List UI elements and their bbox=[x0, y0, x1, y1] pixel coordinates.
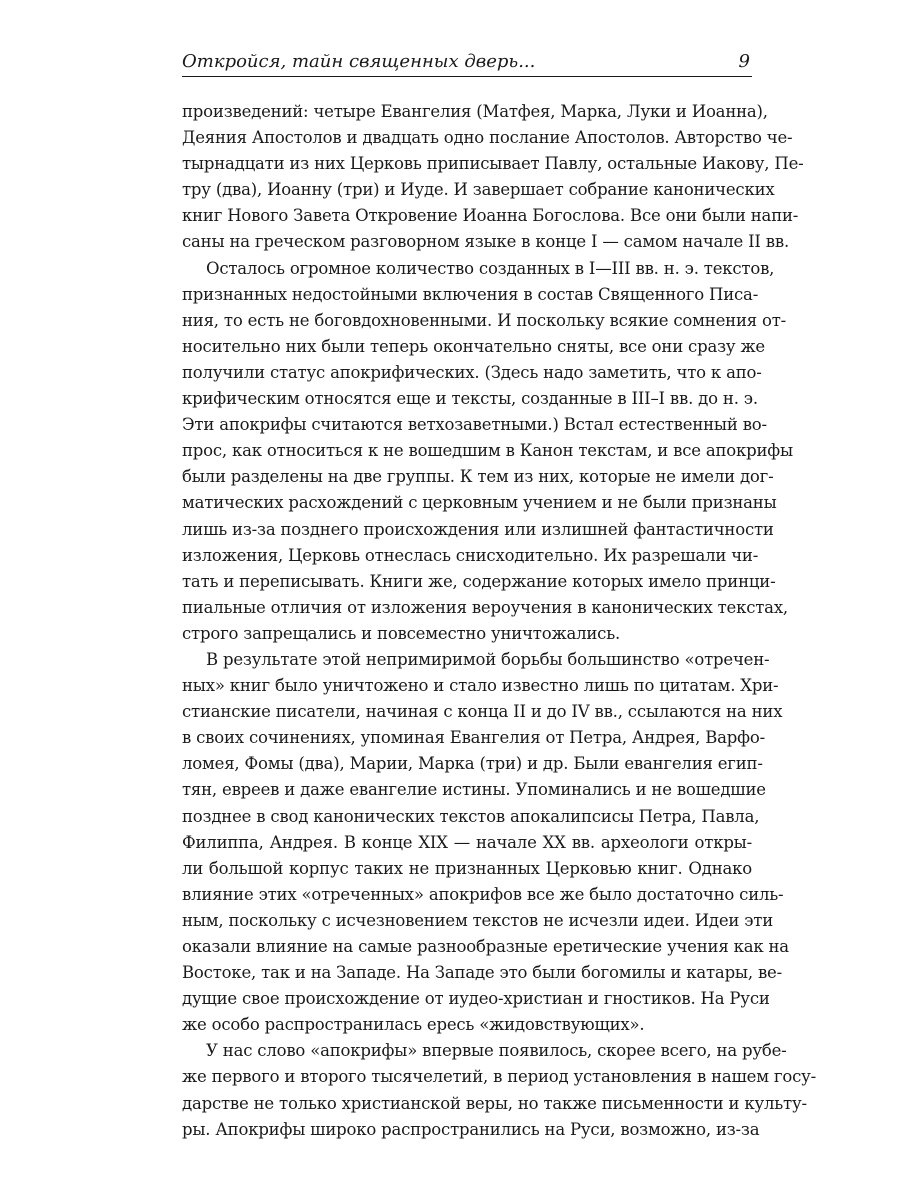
text-line: ным, поскольку с исчезновением текстов не исчезли идеи. Идеи эти bbox=[182, 910, 774, 930]
text-line: получили статус апокрифических. (Здесь надо заметить, что к апо- bbox=[182, 362, 762, 382]
text-line: прос, как относиться к не вошедшим в Канон текстам, и все апокрифы bbox=[182, 441, 793, 461]
text-line: были разделены на две группы. К тем из них, которые не имели дог- bbox=[182, 467, 774, 487]
text-line: ли большой корпус таких не признанных Церковью книг. Однако bbox=[182, 858, 752, 878]
text-line: влияние этих «отреченных» апокрифов все же было достаточно силь- bbox=[182, 884, 784, 904]
text-line: ных» книг было уничтожено и стало известно лишь по цитатам. Хри- bbox=[182, 676, 779, 696]
text-line: строго запрещались и повсеместно уничтожались. bbox=[182, 623, 621, 643]
paragraph bbox=[182, 256, 793, 647]
text-line: У нас слово «апокрифы» впервые появилось, скорее всего, на рубе- bbox=[206, 1041, 787, 1061]
text-line: ния, то есть не боговдохновенными. И поскольку всякие сомнения от- bbox=[182, 310, 787, 330]
page-number: 9 bbox=[738, 51, 750, 72]
body-text bbox=[182, 99, 816, 1143]
text-line: носительно них были теперь окончательно сняты, все они сразу же bbox=[182, 336, 765, 356]
text-line: пиальные отличия от изложения вероучения в канонических текстах, bbox=[182, 597, 788, 617]
text-line: В результате этой непримиримой борьбы большинство «отречен- bbox=[206, 649, 770, 669]
text-line: позднее в свод канонических текстов апокалипсисы Петра, Павла, bbox=[182, 806, 760, 826]
text-line: Востоке, так и на Западе. На Западе это были богомилы и катары, ве- bbox=[182, 963, 782, 983]
text-line: тырнадцати из них Церковь приписывает Павлу, остальные Иакову, Пе- bbox=[182, 154, 804, 174]
running-head bbox=[182, 46, 752, 77]
text-line: Осталось огромное количество созданных в I—III вв. н. э. текстов, bbox=[206, 258, 775, 278]
text-line: изложения, Церковь отнеслась снисходительно. Их разрешали чи- bbox=[182, 545, 759, 565]
text-line: ломея, Фомы (два), Марии, Марка (три) и др. Были евангелия егип- bbox=[182, 754, 763, 774]
text-line: стианские писатели, начиная с конца II и до IV вв., ссылаются на них bbox=[182, 702, 783, 722]
paragraph bbox=[182, 1038, 816, 1142]
text-line: произведений: четыре Евангелия (Матфея, Марка, Луки и Иоанна), bbox=[182, 102, 768, 121]
text-line: же особо распространилась ересь «жидовствующих». bbox=[182, 1015, 645, 1035]
text-line: матических расхождений с церковным учением и не были признаны bbox=[182, 493, 777, 513]
text-line: крифическим относятся еще и тексты, созданные в III–I вв. до н. э. bbox=[182, 389, 758, 409]
paragraph bbox=[182, 99, 804, 256]
text-line: лишь из-за позднего происхождения или излишней фантастичности bbox=[182, 519, 774, 539]
text-line: Филиппа, Андрея. В конце XIX — начале XX вв. археологи откры- bbox=[182, 832, 752, 852]
text-line: же первого и второго тысячелетий, в период установления в нашем госу- bbox=[182, 1067, 816, 1087]
text-line: Деяния Апостолов и двадцать одно послание Апостолов. Авторство че- bbox=[182, 128, 793, 148]
running-title: Откройся, тайн священных дверь... bbox=[182, 51, 536, 72]
text-line: тру (два), Иоанну (три) и Иуде. И завершает собрание канонических bbox=[182, 180, 775, 200]
text-line: в своих сочинениях, упоминая Евангелия от Петра, Андрея, Варфо- bbox=[182, 728, 765, 748]
text-line: тать и переписывать. Книги же, содержание которых имело принци- bbox=[182, 571, 776, 591]
text-line: Эти апокрифы считаются ветхозаветными.) Встал естественный во- bbox=[182, 415, 767, 435]
text-line: дущие свое происхождение от иудео-христиан и гностиков. На Руси bbox=[182, 989, 770, 1009]
text-line: признанных недостойными включения в состав Священного Писа- bbox=[182, 284, 759, 304]
text-line: саны на греческом разговорном языке в конце I — самом начале II вв. bbox=[182, 232, 789, 252]
text-line: дарстве не только христианской веры, но также письменности и культу- bbox=[182, 1093, 807, 1113]
text-line: тян, евреев и даже евангелие истины. Упоминались и не вошедшие bbox=[182, 780, 766, 800]
text-line: оказали влияние на самые разнообразные еретические учения как на bbox=[182, 937, 789, 956]
text-line: книг Нового Завета Откровение Иоанна Богослова. Все они были напи- bbox=[182, 206, 799, 226]
text-line: ры. Апокрифы широко распространились на Руси, возможно, из-за bbox=[182, 1119, 760, 1139]
paragraph bbox=[182, 647, 789, 1038]
